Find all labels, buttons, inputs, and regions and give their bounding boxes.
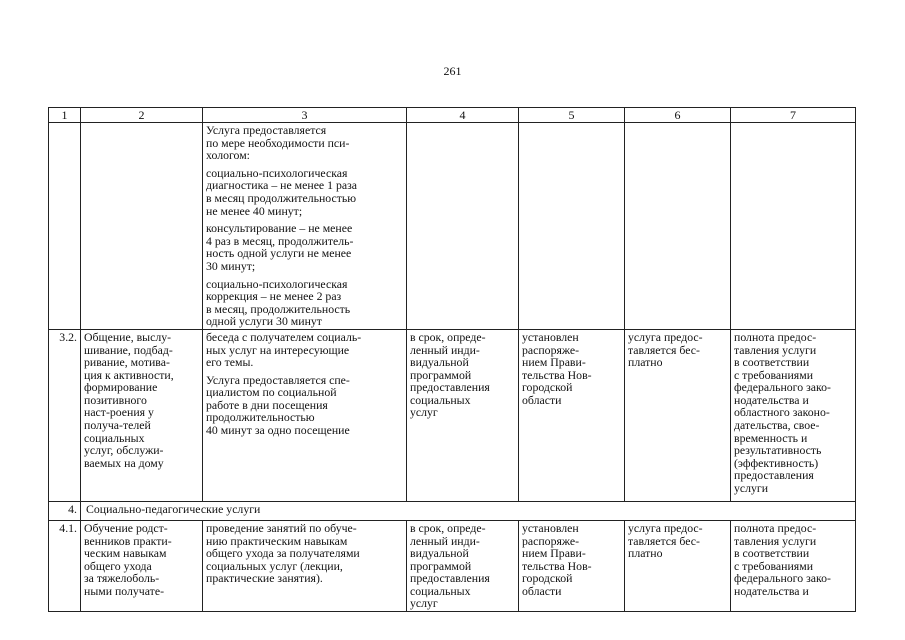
section-number: 4. — [49, 501, 81, 520]
cont-quality-cell — [731, 123, 856, 330]
cont-paragraph: социально-психологическая диагностика – не менее 1 раза в месяц продолжительностью не менее 40 минут; — [206, 165, 357, 218]
header-cell-5: 5 — [519, 108, 625, 123]
service-tariff-cell: установлен распоряже- нием Прави- тельства Нов- городской области — [519, 520, 625, 611]
cont-paragraph: социально-психологическая коррекция – не менее 2 раз в месяц, продолжительность одной услуги 30 минут — [206, 276, 351, 329]
header-cell-3: 3 — [203, 108, 407, 123]
cont-name-cell — [81, 123, 203, 330]
description-paragraph: беседа с получателем социаль- ных услуг на интересующие его темы. — [206, 329, 362, 370]
cont-tariff-cell — [519, 123, 625, 330]
service-tariff-cell: установлен распоряже- нием Прави- тельства Нов- городской области — [519, 329, 625, 501]
service-description-cell: проведение занятий по обуче- нию практическим навыкам общего ухода за получателями социальных услуг (лекции, практические занятия). — [203, 520, 407, 611]
cont-paragraph: консультирование – не менее 4 раз в месяц, продолжитель- ность одной услуги не менее 30 минут; — [206, 221, 354, 273]
section-title: Социально-педагогические услуги — [81, 501, 856, 520]
cont-term-cell — [407, 123, 519, 330]
table-row-section-4 — [49, 501, 856, 520]
table-row-4-1 — [49, 520, 856, 611]
service-quality-cell: полнота предос- тавления услуги в соответствии с требованиями федерального зако- нодательства и — [731, 520, 856, 611]
service-payment-cell: услуга предос- тавляется бес- платно — [625, 329, 731, 501]
header-cell-1: 1 — [49, 108, 81, 123]
header-cell-4: 4 — [407, 108, 519, 123]
cont-description-cell — [203, 123, 407, 330]
table-row-continuation — [49, 123, 856, 330]
header-cell-7: 7 — [731, 108, 856, 123]
page-number: 261 — [443, 64, 462, 78]
service-term-cell: в срок, опреде- ленный инди- видуальной программой предоставления социальных услуг — [407, 329, 519, 501]
service-term-cell: в срок, опреде- ленный инди- видуальной программой предоставления социальных услуг — [407, 520, 519, 611]
description-paragraph: Услуга предоставляется спе- циалистом по социальной работе в дни посещения продолжительностью 40 минут за одно посещение — [206, 372, 350, 438]
cont-num-cell — [49, 123, 81, 330]
column-number-row — [49, 108, 856, 123]
service-description-cell — [203, 329, 407, 501]
cont-paragraph: Услуга предоставляется по мере необходимости пси- хологом: — [206, 123, 350, 163]
service-payment-cell: услуга предос- тавляется бес- платно — [625, 520, 731, 611]
header-cell-2: 2 — [81, 108, 203, 123]
services-table — [48, 107, 856, 612]
cont-payment-cell — [625, 123, 731, 330]
row-number: 4.1. — [49, 520, 81, 611]
service-name-cell: Общение, выслу- шивание, подбад- ривание, мотива- ция к активности, формирование позитивного наст-роения у получа-телей социальных услуг, обслужи- ваемых на дому — [81, 329, 203, 501]
table-row-3-2 — [49, 329, 856, 501]
header-cell-6: 6 — [625, 108, 731, 123]
row-number: 3.2. — [49, 329, 81, 501]
service-quality-cell: полнота предос- тавления услуги в соответствии с требованиями федерального зако- нодательства и областного законо- дательства, свое- временность и результативность (эффективность) предоставления услуги — [731, 329, 856, 501]
service-name-cell: Обучение родст- венников практи- ческим навыкам общего ухода за тяжелоболь- ными получате- — [81, 520, 203, 611]
